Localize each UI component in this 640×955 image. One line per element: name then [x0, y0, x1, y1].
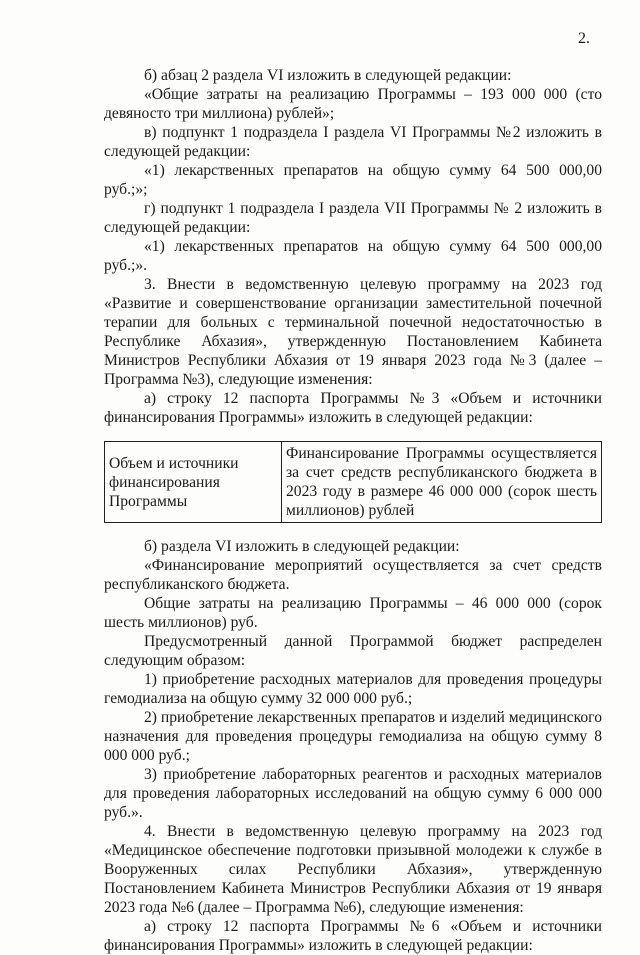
- paragraph: Общие затраты на реализацию Программы – 46 000 000 (сорок шесть миллионов) руб.: [104, 595, 602, 631]
- document-body: [104, 66, 602, 955]
- financing-table: [104, 441, 602, 523]
- paragraph: Предусмотренный данной Программой бюджет распределен следующим образом:: [104, 633, 602, 669]
- paragraph: 2) приобретение лекарственных препаратов и изделий медицинского назначения для проведения процедуры гемодиализа на общую сумму 8 000 000 руб.;: [104, 709, 602, 764]
- paragraph: 3) приобретение лабораторных реагентов и расходных материалов для проведения лабораторных исследований на общую сумму 6 000 000 руб.».: [104, 766, 602, 821]
- paragraph: в) подпункт 1 подраздела I раздела VI Программы №2 изложить в следующей редакции:: [104, 124, 602, 160]
- paragraph: б) раздела VI изложить в следующей редакции:: [144, 538, 460, 555]
- paragraph: 4. Внести в ведомственную целевую программу на 2023 год «Медицинское обеспечение подготовки призывной молодежи к службе в Вооруженных силах Республики Абхазия», утвержденную Постановлением Кабинета Министров Республики Абхазия от 19 января 2023 года №6 (далее – Программа №6), следующие изменения:: [104, 823, 602, 916]
- table-row: [105, 442, 602, 523]
- page-number: 2.: [578, 30, 590, 47]
- paragraph: 1) приобретение расходных материалов для проведения процедуры гемодиализа на общую сумму 32 000 000 руб.;: [104, 671, 602, 707]
- paragraph: «Общие затраты на реализацию Программы – 193 000 000 (сто девяносто три миллиона) рублей»;: [104, 86, 602, 122]
- paragraph: «Финансирование мероприятий осуществляется за счет средств республиканского бюджета.: [104, 557, 602, 593]
- paragraph: г) подпункт 1 подраздела I раздела VII Программы № 2 изложить в следующей редакции:: [104, 200, 602, 236]
- paragraph: а) строку 12 паспорта Программы №6 «Объем и источники финансирования Программы» изложить в следующей редакции:: [104, 918, 602, 954]
- table-label-cell: Объем и источники финансирования Программы: [105, 442, 282, 523]
- paragraph: «1) лекарственных препаратов на общую сумму 64 500 000,00 руб.;».: [104, 238, 602, 274]
- paragraph: 3. Внести в ведомственную целевую программу на 2023 год «Развитие и совершенствование организации заместительной почечной терапии для больных с терминальной почечной недостаточностью в Республике Абхазия», утвержденную Постановлением Кабинета Министров Республики Абхазия от 19 января 2023 года №3 (далее – Программа №3), следующие изменения:: [104, 276, 602, 388]
- paragraph: «1) лекарственных препаратов на общую сумму 64 500 000,00 руб.;»;: [104, 162, 602, 198]
- paragraph: а) строку 12 паспорта Программы №3 «Объем и источники финансирования Программы» изложить в следующей редакции:: [104, 390, 602, 426]
- table-value-cell: Финансирование Программы осуществляется за счет средств республиканского бюджета в 2023 году в размере 46 000 000 (сорок шесть миллионов) рублей: [282, 442, 602, 523]
- paragraph: б) абзац 2 раздела VI изложить в следующей редакции:: [144, 67, 512, 84]
